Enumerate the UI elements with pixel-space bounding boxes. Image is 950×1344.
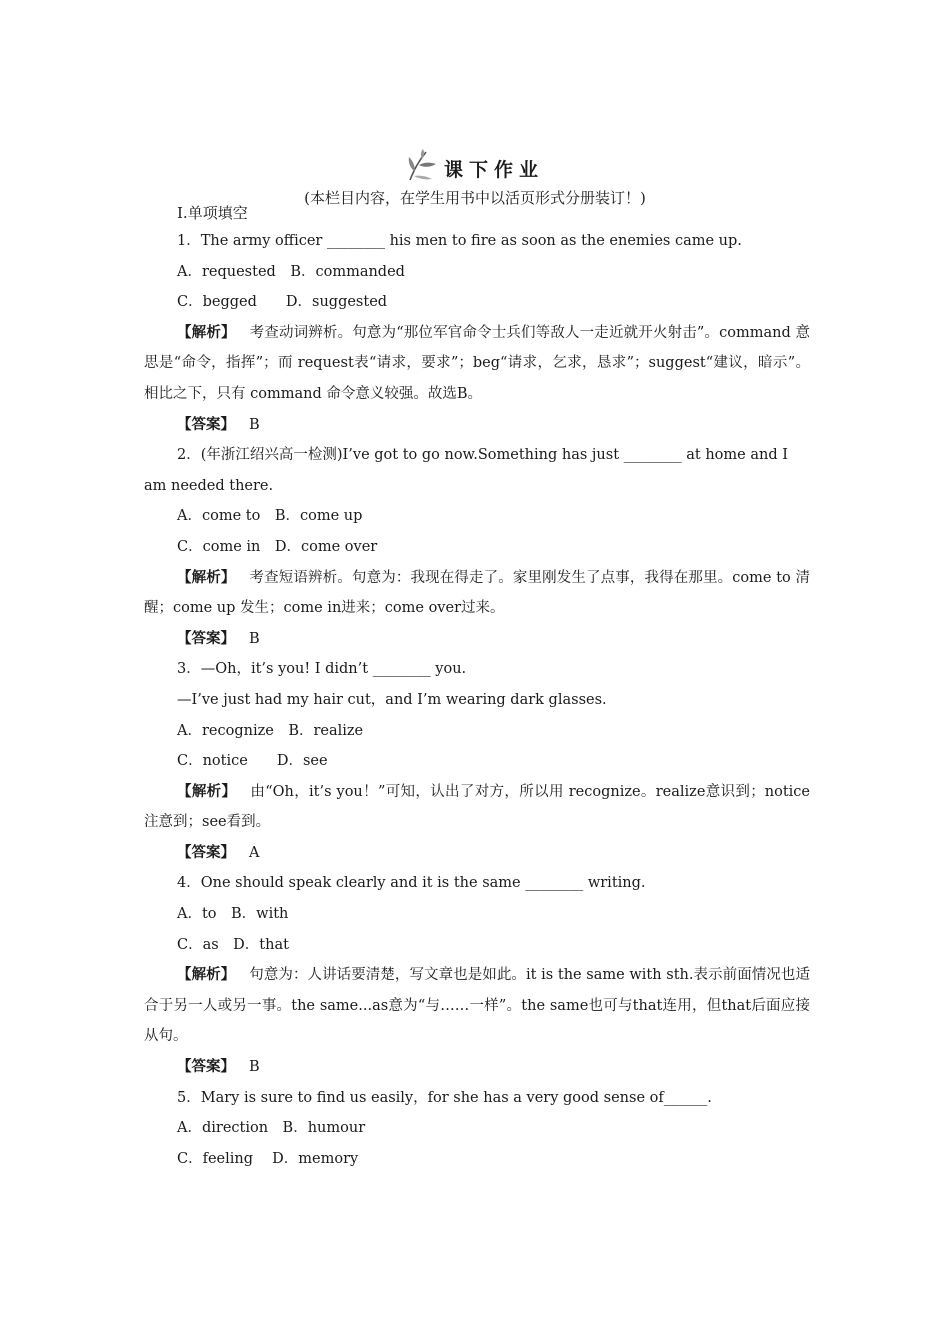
analysis-block — [144, 777, 810, 838]
answer-value: B — [249, 1059, 260, 1076]
answer-label: 【答案】 — [177, 1058, 235, 1076]
analysis-label: 【解析】 — [177, 568, 236, 586]
question-stem: 5．Mary is sure to find us easily，for she has a very good sense of______. — [177, 1089, 712, 1106]
question-stem: 4．One should speak clearly and it is the same ________ writing. — [177, 875, 646, 892]
exercise-body — [144, 200, 810, 1174]
question-stem: 1．The army officer ________ his men to fire as soon as the enemies came up. — [177, 233, 742, 249]
analysis-text: 考查动词辨析。句意为“那位军官命令士兵们等敌人一走近就开火射击”。command 意思是“命令，指挥”；而 request表“请求，要求”；beg“请求，乞求，恳求”；suggest“建议，暗示”。相比之下，只有 command 命令意义较强。故选B。 — [144, 324, 811, 402]
question-options: A．recognize B．realize — [177, 722, 364, 739]
question-options: A．direction B．humour — [177, 1120, 366, 1137]
question-options: A．come to B．come up — [177, 508, 363, 525]
title-row — [406, 148, 544, 182]
question-options: C．notice D．see — [177, 753, 328, 770]
answer-label: 【答案】 — [177, 843, 235, 861]
analysis-label: 【解析】 — [177, 966, 236, 984]
analysis-text: 句意为：人讲话要清楚，写文章也是如此。it is the same with sth.表示前面情况也适合于另一人或另一事。the same...as意为“与……一样”。the same也可与that连用，但that后面应接从句。 — [144, 967, 811, 1045]
answer-block — [144, 624, 810, 655]
question-options: C．begged D．suggested — [177, 294, 388, 311]
analysis-label: 【解析】 — [177, 323, 236, 341]
question-stem: 3．—Oh，it’s you! I didn’t ________ you. — [177, 661, 467, 678]
analysis-block — [144, 318, 810, 410]
answer-block — [144, 1052, 810, 1083]
answer-label: 【答案】 — [177, 629, 235, 647]
page-title: 课下作业 — [443, 159, 544, 181]
question-options: A．to B．with — [177, 906, 289, 923]
question-stem: 2．(年浙江绍兴高一检测)I’ve got to go now.Something has just ________ at home and I am needed there. — [144, 447, 788, 494]
decorative-plant-icon — [406, 148, 440, 182]
analysis-text: 由“Oh，it’s you！”可知，认出了对方，所以用 recognize。realize意识到；notice注意到；see看到。 — [144, 783, 811, 831]
answer-block — [144, 838, 810, 869]
question-options: C．come in D．come over — [177, 538, 378, 555]
analysis-label: 【解析】 — [177, 782, 237, 800]
analysis-block — [144, 960, 810, 1052]
question-options: C．as D．that — [177, 936, 289, 953]
answer-block — [144, 410, 810, 441]
section-heading: Ⅰ.单项填空 — [177, 204, 248, 222]
answer-label: 【答案】 — [177, 415, 235, 433]
question-options: C．feeling D．memory — [177, 1150, 359, 1167]
page-subtitle: (本栏目内容，在学生用书中以活页形式分册装订！) — [304, 189, 646, 207]
question-dialog: —I’ve just had my hair cut，and I’m wearing dark glasses. — [177, 691, 607, 708]
answer-value: A — [249, 844, 260, 861]
question-options: A．requested B．commanded — [177, 263, 405, 280]
answer-value: B — [249, 416, 260, 433]
analysis-block — [144, 563, 810, 624]
answer-value: B — [249, 630, 260, 647]
page-header — [0, 148, 950, 208]
analysis-text: 考查短语辨析。句意为：我现在得走了。家里刚发生了点事，我得在那里。come to 清醒；come up 发生；come in进来；come over过来。 — [144, 569, 811, 617]
